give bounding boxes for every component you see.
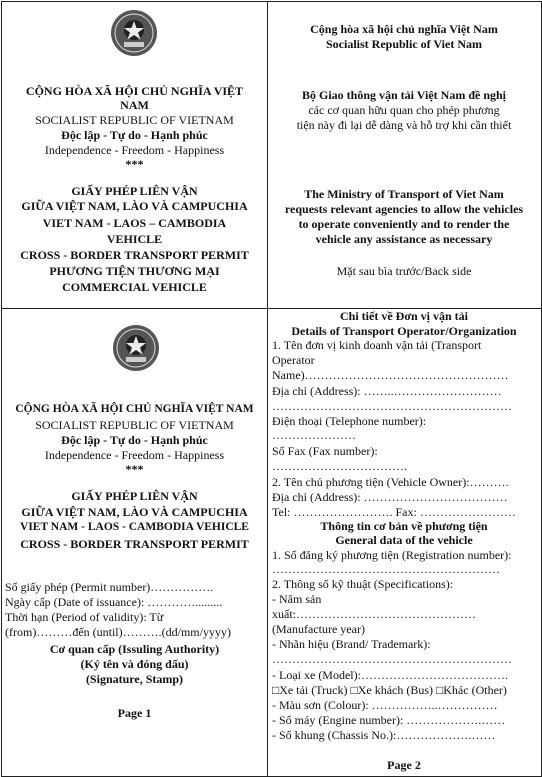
engine-number-field[interactable]: - Số máy (Engine number): ……………….…… bbox=[272, 713, 506, 727]
motto-en: Independence - Freedom - Happiness bbox=[44, 448, 225, 462]
motto-vn: Độc lập - Tự do - Hạnh phúc bbox=[61, 128, 208, 142]
permit-title-2: GIỮA VIỆT NAM, LÀO VÀ CAMPUCHIA bbox=[21, 199, 248, 213]
sign-stamp-en: (Signature, Stamp) bbox=[85, 672, 184, 686]
telephone-label: Điện thoại (Telephone number): bbox=[272, 414, 427, 428]
motto-en: Independence - Freedom - Happiness bbox=[44, 143, 225, 157]
header-vn: Cộng hòa xã hội chủ nghĩa Việt Nam bbox=[310, 22, 498, 36]
brand-field[interactable]: …………………………………………………… bbox=[272, 652, 512, 666]
operator-header-vn: Chi tiết về Đơn vị vận tải bbox=[340, 309, 468, 323]
model-field[interactable]: - Loại xe (Model):………………………………. bbox=[272, 668, 508, 682]
colour-field[interactable]: - Màu sơn (Colour): ……………..…………… bbox=[272, 698, 498, 712]
validity-label: Thời hạn (Period of validity): Từ bbox=[5, 610, 164, 624]
page-2 bbox=[268, 309, 540, 775]
stars: *** bbox=[125, 157, 144, 171]
validity-field[interactable]: (from)………đến (until)……….(dd/mm/yyyy) bbox=[5, 625, 231, 639]
operator-name-label: 1. Tên đơn vị kinh doanh vận tải (Transport bbox=[272, 338, 482, 352]
request-vn-2: các cơ quan hữu quan cho phép phương bbox=[308, 103, 500, 117]
manufacture-year-field[interactable]: xuất:……………………………………… bbox=[272, 607, 476, 621]
vehicle-header-vn: Thông tin cơ bản về phương tiện bbox=[320, 519, 488, 533]
country-name-en: SOCIALIST REPUBLIC OF VIETNAM bbox=[35, 418, 234, 432]
country-name-vn-cont: NAM bbox=[120, 98, 149, 112]
issuing-authority: Cơ quan cấp (Issuling Authority) bbox=[49, 642, 220, 656]
country-name-vn: CỘNG HÒA XÃ HỘI CHỦ NGHĨA VIỆT NAM bbox=[15, 403, 254, 415]
vehicle-type-options[interactable]: □Xe tải (Truck) □Xe khách (Bus) □Khác (Other) bbox=[272, 683, 507, 697]
fax-label: Số Fax (Fax number): bbox=[272, 444, 378, 458]
owner-tel-fax-field[interactable]: Tel: ……………………. Fax: …………………… bbox=[272, 505, 516, 519]
operator-name-field[interactable]: Name)…………………………………………… bbox=[272, 368, 509, 382]
back-side-note: Mặt sau bìa trước/Back side bbox=[336, 264, 472, 278]
request-vn-3: tiện này đi lại dễ dàng và hỗ trợ khi cần thiết bbox=[296, 118, 512, 132]
permit-title-4: VEHICLE bbox=[106, 232, 163, 246]
operator-address-field[interactable]: Địa chỉ (Address): ……..……………………… bbox=[272, 384, 502, 398]
permit-title-1: GIẤY PHÉP LIÊN VẬN bbox=[71, 184, 198, 198]
request-en-2: requests relevant agencies to allow the vehicles bbox=[284, 202, 524, 216]
fax-field[interactable]: ……………………………. bbox=[272, 459, 407, 473]
request-vn-1: Bộ Giao thông vận tải Việt Nam đề nghị bbox=[301, 88, 507, 102]
front-cover-back bbox=[268, 2, 540, 308]
national-emblem-icon bbox=[109, 8, 159, 58]
sign-stamp-vn: (Ký tên và đóng dấu) bbox=[80, 657, 189, 671]
vehicle-owner-field[interactable]: 2. Tên chủ phương tiện (Vehicle Owner):………. bbox=[272, 475, 509, 489]
national-emblem-icon bbox=[111, 323, 161, 373]
request-en-1: The Ministry of Transport of Viet Nam bbox=[304, 187, 504, 201]
permit-title-7: COMMERCIAL VEHICLE bbox=[62, 280, 207, 294]
permit-title-6: PHƯƠNG TIỆN THƯƠNG MẠI bbox=[49, 264, 220, 278]
motto-vn: Độc lập - Tự do - Hạnh phúc bbox=[61, 433, 208, 447]
stars: *** bbox=[125, 462, 144, 476]
page-1 bbox=[2, 309, 267, 775]
vehicle-header-en: General data of the vehicle bbox=[335, 533, 473, 547]
request-en-4: vehicle any assistance as necessary bbox=[315, 232, 493, 246]
permit-title-4: CROSS - BORDER TRANSPORT PERMIT bbox=[20, 537, 249, 551]
operator-header-en: Details of Transport Operator/Organization bbox=[291, 324, 517, 338]
permit-title-1: GIẤY PHÉP LIÊN VẬN bbox=[71, 489, 198, 503]
registration-field[interactable]: ………………………………………………… bbox=[272, 562, 500, 576]
telephone-field[interactable]: ………………… bbox=[272, 428, 356, 442]
chassis-number-field[interactable]: - Số khung (Chassis No.):……………….…… bbox=[272, 728, 496, 742]
front-cover bbox=[2, 2, 267, 308]
brand-label: - Nhãn hiệu (Brand/ Trademark): bbox=[272, 637, 431, 651]
owner-address-field[interactable]: Địa chỉ (Address): ……………………………… bbox=[272, 490, 508, 504]
issuance-date-field[interactable]: Ngày cấp (Date of issuance): …………......... bbox=[5, 595, 223, 609]
country-name-en: SOCIALIST REPUBLIC OF VIETNAM bbox=[35, 113, 234, 127]
operator-address-line[interactable]: …………………………………………………… bbox=[272, 399, 512, 413]
header-en: Socialist Republic of Viet Nam bbox=[326, 37, 482, 51]
manufacture-year-en: (Manufacture year) bbox=[272, 622, 365, 636]
operator-name-label-cont: Operator bbox=[272, 353, 315, 367]
page-number: Page 1 bbox=[117, 706, 152, 720]
permit-title-3: VIET NAM - LAOS - CAMBODIA VEHICLE bbox=[20, 521, 249, 533]
country-name-vn: CỘNG HÒA XÃ HỘI CHỦ NGHĨA VIỆT bbox=[25, 84, 244, 98]
permit-title-5: CROSS - BORDER TRANSPORT PERMIT bbox=[20, 248, 249, 262]
registration-label: 1. Số đăng ký phương tiện (Registration number): bbox=[272, 548, 512, 562]
request-en-3: to operate conveniently and to render the bbox=[298, 217, 510, 231]
permit-number-field[interactable]: Số giấy phép (Permit number)……………. bbox=[5, 580, 214, 594]
specifications-label: 2. Thông số kỹ thuật (Specifications): bbox=[272, 577, 454, 591]
page-number: Page 2 bbox=[387, 758, 421, 772]
manufacture-year-label: - Năm sản bbox=[272, 592, 322, 606]
permit-title-3: VIET NAM - LAOS – CAMBODIA bbox=[42, 216, 227, 230]
permit-title-2: GIỮA VIỆT NAM, LÀO VÀ CAMPUCHIA bbox=[21, 505, 248, 519]
